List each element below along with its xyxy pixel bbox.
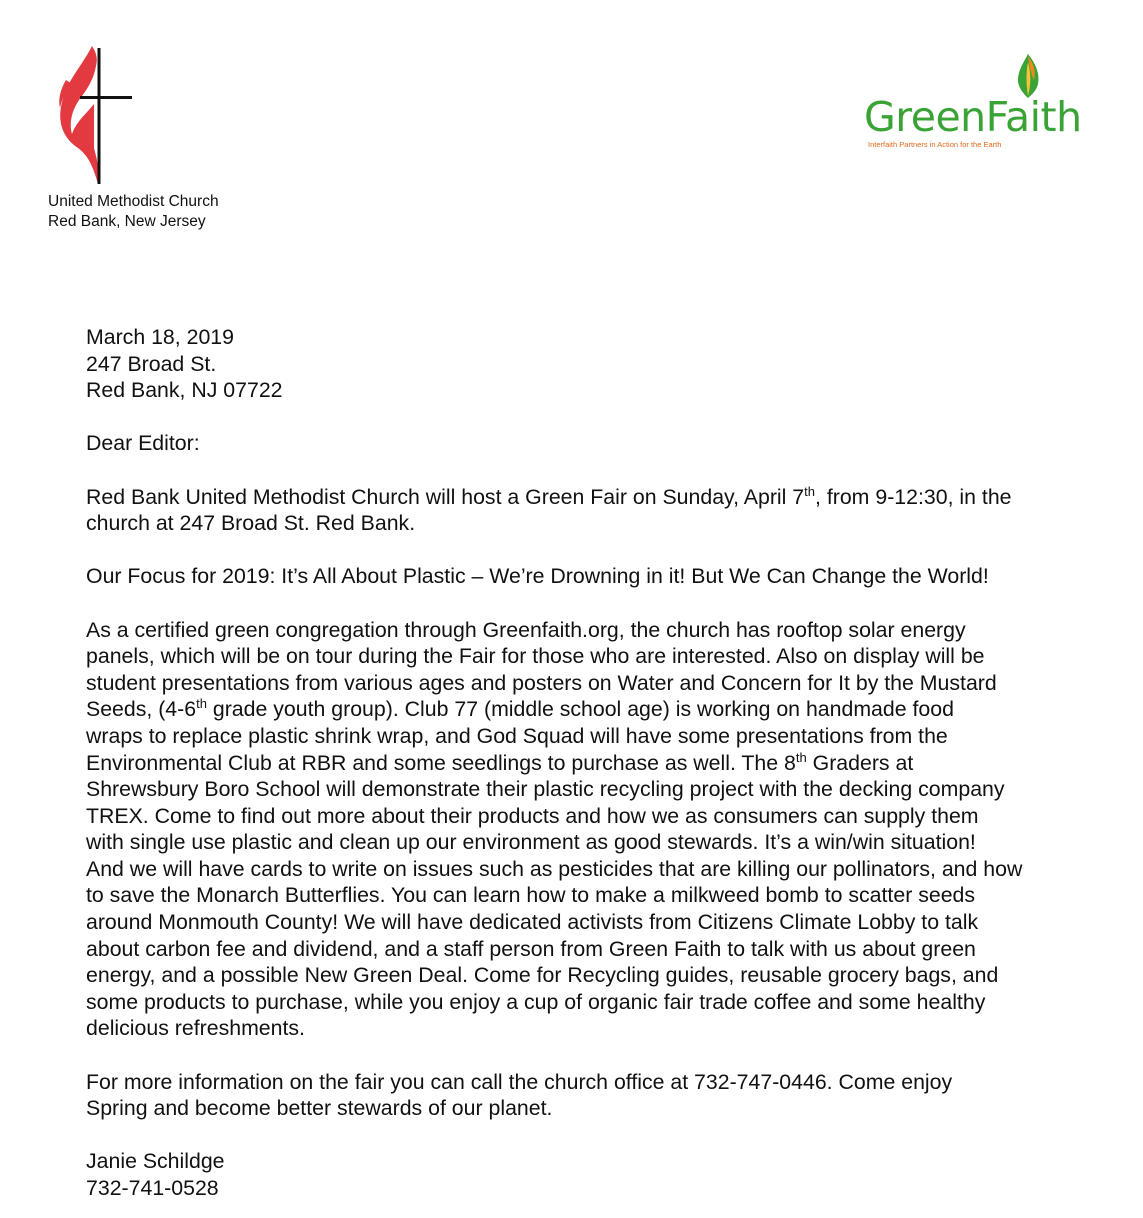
text-line: some products to purchase, while you enjoy a cup of organic fair trade coffee and some healthy [86,989,986,1014]
text-line: with single use plastic and clean up our environment as good stewards. It’s a win/win situation! [86,830,976,855]
text-line: For more information on the fair you can call the church office at 732-747-0446. Come enjoy [86,1069,953,1094]
signature-phone: 732-741-0528 [86,1176,219,1200]
church-caption [48,192,219,232]
address-line: 247 Broad St. [86,351,217,376]
text-line: about carbon fee and dividend, and a staff person from Green Faith to talk with us about green [86,936,976,961]
paragraph-contact [86,1069,1096,1122]
text-line: Environmental Club at RBR and some seedlings to purchase as well. The 8th Graders at [86,749,914,775]
text-line: Seeds, (4-6th grade youth group). Club 77 (middle school age) is working on handmade food [86,696,954,722]
signature-block [86,1148,1096,1201]
text-line: As a certified green congregation through Greenfaith.org, the church has rooftop solar energy [86,617,966,642]
salutation: Dear Editor: [86,431,200,456]
text-line: delicious refreshments. [86,1016,305,1041]
cross-horizontal [80,96,132,99]
church-location: Red Bank, New Jersey [48,213,206,230]
text-line: student presentations from various ages and posters on Water and Concern for It by the Mustard [86,670,997,695]
greenfaith-logo: GreenFaith [864,93,1082,141]
flame-shape [60,46,98,184]
address-line: Red Bank, NJ 07722 [86,378,283,403]
cross-vertical [98,48,101,184]
text-line: Red Bank United Methodist Church will host a Green Fair on Sunday, April 7th, from 9-12:30, in the [86,483,1012,509]
text-line: energy, and a possible New Green Deal. Come for Recycling guides, reusable grocery bags, and [86,963,999,988]
greenfaith-tagline: Interfaith Partners in Action for the Earth [868,140,1002,149]
church-name: United Methodist Church [48,193,219,210]
text-line: Spring and become better stewards of our planet. [86,1096,553,1121]
text-line: Shrewsbury Boro School will demonstrate their plastic recycling project with the decking company [86,777,1005,802]
letter-header [86,324,1096,404]
text-line: wraps to replace plastic shrink wrap, and God Squad will have some presentations from the [86,723,948,748]
cross-and-flame-icon [52,44,142,190]
letter-body [86,324,1096,1202]
letter-date: March 18, 2019 [86,325,234,349]
text-line: TREX. Come to find out more about their products and how we as consumers can supply them [86,803,979,828]
signature-name: Janie Schildge [86,1149,225,1174]
paragraph-focus: Our Focus for 2019: It’s All About Plastic – We’re Drowning in it! But We Can Change the World! [86,564,989,589]
paragraph-details [86,617,1096,1043]
text-line: to save the Monarch Butterflies. You can learn how to make a milkweed bomb to scatter seeds [86,883,976,908]
text-line: church at 247 Broad St. Red Bank. [86,511,416,536]
text-line: around Monmouth County! We will have dedicated activists from Citizens Climate Lobby to talk [86,910,979,935]
paragraph-announcement [86,484,1096,537]
text-line: And we will have cards to write on issues such as pesticides that are killing our pollinators, and how [86,856,1023,881]
text-line: panels, which will be on tour during the Fair for those who are interested. Also on display will be [86,644,985,669]
